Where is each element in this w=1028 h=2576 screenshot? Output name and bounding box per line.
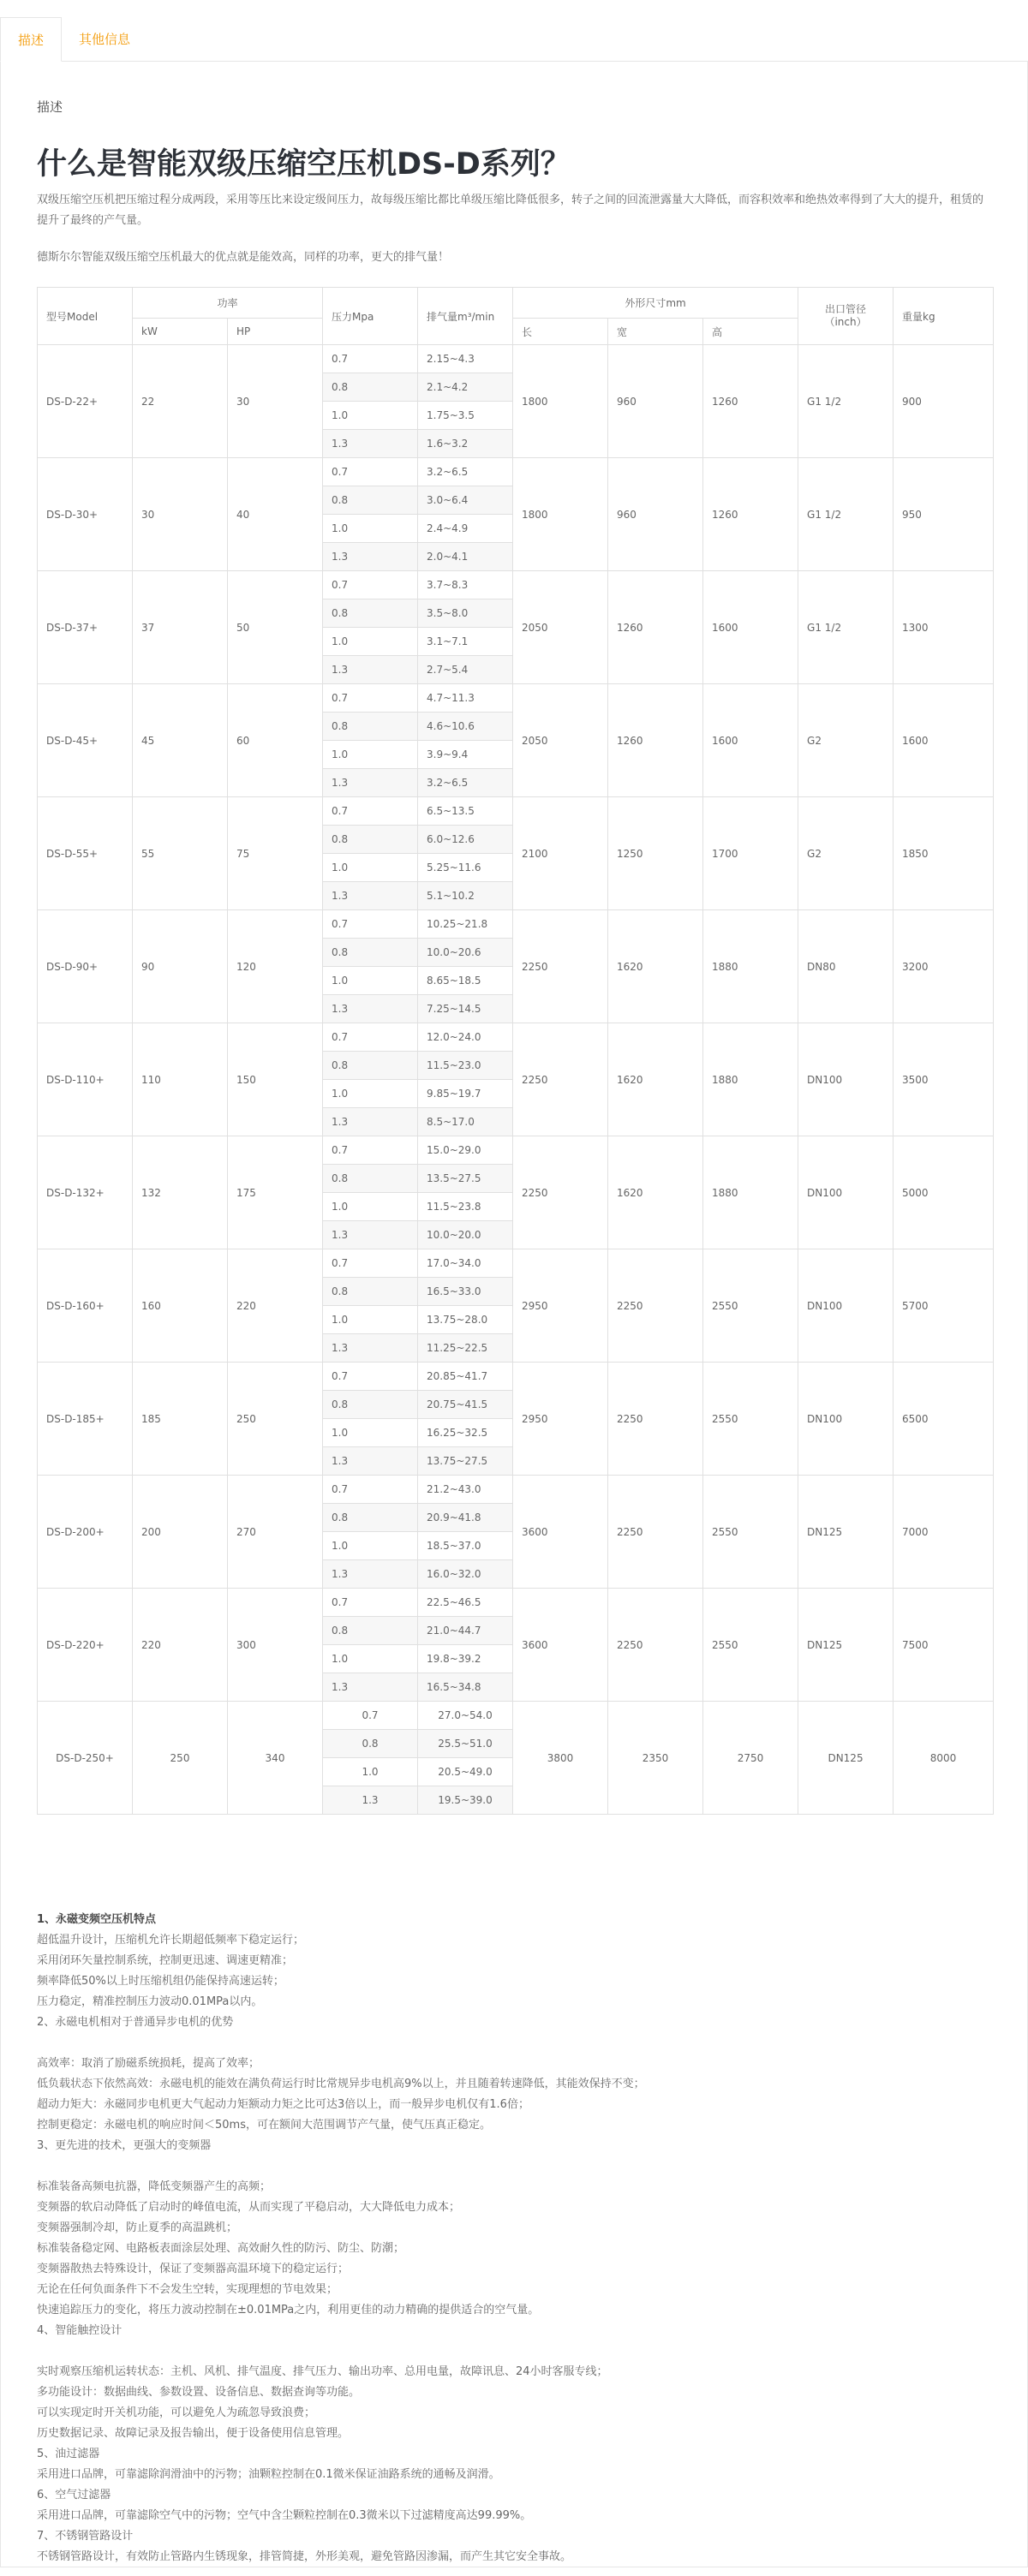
hp-cell: 340	[228, 1702, 323, 1815]
flow-cell: 3.0~6.4	[418, 486, 513, 515]
pressure-cell: 0.8	[323, 1504, 418, 1532]
kw-cell: 37	[133, 571, 228, 684]
feature-line: 压力稳定，精准控制压力波动0.01MPa以内。	[37, 1995, 263, 2008]
weight-cell: 3500	[894, 1023, 994, 1136]
height-cell: 2550	[703, 1589, 798, 1702]
pressure-cell: 1.3	[323, 1108, 418, 1136]
width-cell: 1620	[608, 1023, 703, 1136]
header-weight: 重量kg	[894, 288, 994, 345]
flow-cell: 16.5~33.0	[418, 1278, 513, 1306]
table-row	[38, 1589, 994, 1617]
hp-cell: 270	[228, 1476, 323, 1589]
hp-cell: 120	[228, 910, 323, 1023]
length-cell: 1800	[513, 345, 608, 458]
spec-table-body	[38, 345, 994, 1815]
pressure-cell: 1.0	[323, 1419, 418, 1447]
flow-cell: 2.0~4.1	[418, 543, 513, 571]
feature-line: 低负载状态下依然高效：永磁电机的能效在满负荷运行时比常规异步电机高9%以上，并且随着转速降低，其能效保持不变；	[37, 2078, 645, 2090]
flow-cell: 17.0~34.0	[418, 1249, 513, 1278]
intro-paragraph-2: 德斯尔尔智能双级压缩空压机最大的优点就是能效高，同样的功率，更大的排气量！	[37, 251, 450, 264]
pressure-cell: 1.3	[323, 543, 418, 571]
kw-cell: 45	[133, 684, 228, 797]
flow-cell: 16.5~34.8	[418, 1673, 513, 1702]
table-row	[38, 797, 994, 826]
flow-cell: 4.7~11.3	[418, 684, 513, 713]
flow-cell: 27.0~54.0	[418, 1702, 513, 1730]
flow-cell: 2.4~4.9	[418, 515, 513, 543]
header-model: 型号Model	[38, 288, 133, 345]
pressure-cell: 1.0	[323, 967, 418, 995]
flow-cell: 8.65~18.5	[418, 967, 513, 995]
length-cell: 2050	[513, 571, 608, 684]
flow-cell: 20.9~41.8	[418, 1504, 513, 1532]
feature-line: 3、更先进的技术，更强大的变频器	[37, 2139, 212, 2152]
outlet-cell: G1 1/2	[798, 345, 894, 458]
spec-table	[37, 287, 994, 1815]
height-cell: 1600	[703, 684, 798, 797]
length-cell: 2050	[513, 684, 608, 797]
table-row	[38, 1136, 994, 1165]
kw-cell: 110	[133, 1023, 228, 1136]
weight-cell: 1850	[894, 797, 994, 910]
pressure-cell: 0.7	[323, 571, 418, 599]
flow-cell: 2.7~5.4	[418, 656, 513, 684]
flow-cell: 10.0~20.6	[418, 939, 513, 967]
flow-cell: 15.0~29.0	[418, 1136, 513, 1165]
pressure-cell: 1.0	[323, 628, 418, 656]
pressure-cell: 0.8	[323, 1730, 418, 1758]
pressure-cell: 0.7	[323, 1363, 418, 1391]
width-cell: 1260	[608, 684, 703, 797]
width-cell: 960	[608, 458, 703, 571]
flow-cell: 3.2~6.5	[418, 769, 513, 797]
pressure-cell: 1.0	[323, 1532, 418, 1560]
weight-cell: 950	[894, 458, 994, 571]
table-row	[38, 1476, 994, 1504]
model-cell: DS-D-185+	[38, 1363, 133, 1476]
weight-cell: 7000	[894, 1476, 994, 1589]
width-cell: 960	[608, 345, 703, 458]
hp-cell: 75	[228, 797, 323, 910]
width-cell: 2350	[608, 1702, 703, 1815]
height-cell: 1700	[703, 797, 798, 910]
hp-cell: 250	[228, 1363, 323, 1476]
flow-cell: 25.5~51.0	[418, 1730, 513, 1758]
height-cell: 1600	[703, 571, 798, 684]
feature-line: 超低温升设计，压缩机允许长期超低频率下稳定运行；	[37, 1934, 305, 1947]
width-cell: 1250	[608, 797, 703, 910]
flow-cell: 4.6~10.6	[418, 713, 513, 741]
pressure-cell: 0.8	[323, 826, 418, 854]
flow-cell: 6.0~12.6	[418, 826, 513, 854]
height-cell: 1880	[703, 1136, 798, 1249]
flow-cell: 1.75~3.5	[418, 402, 513, 430]
hp-cell: 30	[228, 345, 323, 458]
pressure-cell: 0.7	[323, 1136, 418, 1165]
pressure-cell: 1.0	[323, 1645, 418, 1673]
features-section	[37, 1910, 988, 2567]
height-cell: 1260	[703, 458, 798, 571]
height-cell: 2550	[703, 1476, 798, 1589]
height-cell: 1260	[703, 345, 798, 458]
flow-cell: 13.5~27.5	[418, 1165, 513, 1193]
table-row	[38, 571, 994, 599]
height-cell: 2550	[703, 1363, 798, 1476]
outlet-cell: DN125	[798, 1702, 894, 1815]
pressure-cell: 0.7	[323, 910, 418, 939]
model-cell: DS-D-250+	[38, 1702, 133, 1815]
pressure-cell: 0.7	[323, 1249, 418, 1278]
pressure-cell: 1.3	[323, 1221, 418, 1249]
outlet-cell: G2	[798, 684, 894, 797]
flow-cell: 13.75~27.5	[418, 1447, 513, 1476]
model-cell: DS-D-30+	[38, 458, 133, 571]
pressure-cell: 0.8	[323, 1278, 418, 1306]
outlet-cell: DN80	[798, 910, 894, 1023]
pressure-cell: 1.0	[323, 515, 418, 543]
feature-line: 标准装备稳定网、电路板表面涂层处理、高效耐久性的防污、防尘、防潮；	[37, 2242, 405, 2255]
pressure-cell: 1.0	[323, 1306, 418, 1334]
feature-line: 变频器强制冷却，防止夏季的高温跳机；	[37, 2221, 238, 2234]
flow-cell: 12.0~24.0	[418, 1023, 513, 1052]
flow-cell: 3.1~7.1	[418, 628, 513, 656]
model-cell: DS-D-45+	[38, 684, 133, 797]
kw-cell: 185	[133, 1363, 228, 1476]
hp-cell: 50	[228, 571, 323, 684]
pressure-cell: 1.3	[323, 656, 418, 684]
flow-cell: 10.0~20.0	[418, 1221, 513, 1249]
page-title: 什么是智能双级压缩空压机DS-D系列？	[37, 147, 571, 182]
header-dimensions: 外形尺寸mm	[513, 288, 798, 319]
pressure-cell: 0.7	[323, 345, 418, 373]
length-cell: 2950	[513, 1249, 608, 1363]
header-width: 宽	[608, 319, 703, 345]
table-row	[38, 910, 994, 939]
pressure-cell: 0.8	[323, 373, 418, 402]
kw-cell: 250	[133, 1702, 228, 1815]
flow-cell: 13.75~28.0	[418, 1306, 513, 1334]
feature-line: 频率降低50%以上时压缩机组仍能保持高速运转；	[37, 1975, 284, 1988]
feature-line: 历史数据记录、故障记录及报告输出，便于设备使用信息管理。	[37, 2427, 350, 2440]
width-cell: 2250	[608, 1249, 703, 1363]
outlet-cell: G1 1/2	[798, 571, 894, 684]
flow-cell: 9.85~19.7	[418, 1080, 513, 1108]
flow-cell: 20.75~41.5	[418, 1391, 513, 1419]
feature-line: 6、空气过滤器	[37, 2489, 111, 2501]
weight-cell: 8000	[894, 1702, 994, 1815]
intro-paragraph-1: 双级压缩空压机把压缩过程分成两段，采用等压比来设定级间压力，故每级压缩比都比单级压缩比降低很多，转子之间的回流泄露量大大降低，而容积效率和绝热效率得到了大大的提升，租赁的提升了最终的产气量。	[37, 194, 984, 227]
weight-cell: 900	[894, 345, 994, 458]
weight-cell: 3200	[894, 910, 994, 1023]
feature-line: 多功能设计：数据曲线、参数设置、设备信息、数据查询等功能。	[37, 2386, 361, 2399]
flow-cell: 21.2~43.0	[418, 1476, 513, 1504]
pressure-cell: 0.8	[323, 1617, 418, 1645]
table-row	[38, 1363, 994, 1391]
flow-cell: 5.25~11.6	[418, 854, 513, 882]
width-cell: 1620	[608, 910, 703, 1023]
flow-cell: 3.5~8.0	[418, 599, 513, 628]
flow-cell: 3.9~9.4	[418, 741, 513, 769]
kw-cell: 22	[133, 345, 228, 458]
outlet-cell: DN125	[798, 1476, 894, 1589]
pressure-cell: 1.0	[323, 1080, 418, 1108]
outlet-cell: DN100	[798, 1363, 894, 1476]
pressure-cell: 0.8	[323, 1052, 418, 1080]
model-cell: DS-D-220+	[38, 1589, 133, 1702]
length-cell: 1800	[513, 458, 608, 571]
model-cell: DS-D-200+	[38, 1476, 133, 1589]
pressure-cell: 0.7	[323, 1702, 418, 1730]
width-cell: 2250	[608, 1589, 703, 1702]
outlet-cell: G2	[798, 797, 894, 910]
pressure-cell: 1.3	[323, 769, 418, 797]
feature-line: 7、不锈钢管路设计	[37, 2530, 134, 2543]
flow-cell: 3.7~8.3	[418, 571, 513, 599]
description-panel	[0, 62, 1028, 2567]
table-row	[38, 345, 994, 373]
flow-cell: 20.5~49.0	[418, 1758, 513, 1786]
header-pressure: 压力Mpa	[323, 288, 418, 345]
flow-cell: 16.25~32.5	[418, 1419, 513, 1447]
pressure-cell: 1.0	[323, 854, 418, 882]
feature-line: 不锈钢管路设计，有效防止管路内生锈现象，排管简捷，外形美观，避免管路因渗漏，而产生其它安全事故。	[37, 2550, 572, 2563]
pressure-cell: 0.8	[323, 939, 418, 967]
pressure-cell: 0.8	[323, 1165, 418, 1193]
pressure-cell: 0.7	[323, 797, 418, 826]
pressure-cell: 0.7	[323, 458, 418, 486]
header-kw: kW	[133, 319, 228, 345]
feature-heading: 1、永磁变频空压机特点	[37, 1913, 157, 1926]
feature-line: 变频器的软启动降低了启动时的峰值电流，从而实现了平稳启动，大大降低电力成本；	[37, 2201, 461, 2214]
outlet-cell: DN100	[798, 1249, 894, 1363]
section-label: 描述	[37, 99, 63, 115]
weight-cell: 5000	[894, 1136, 994, 1249]
pressure-cell: 0.8	[323, 599, 418, 628]
height-cell: 2750	[703, 1702, 798, 1815]
pressure-cell: 0.8	[323, 1391, 418, 1419]
table-row	[38, 1023, 994, 1052]
header-length: 长	[513, 319, 608, 345]
feature-line: 采用进口品牌，可靠滤除润滑油中的污物；油颗粒控制在0.1微米保证油路系统的通畅及润滑。	[37, 2468, 500, 2481]
flow-cell: 16.0~32.0	[418, 1560, 513, 1589]
flow-cell: 11.25~22.5	[418, 1334, 513, 1363]
hp-cell: 150	[228, 1023, 323, 1136]
length-cell: 2100	[513, 797, 608, 910]
pressure-cell: 1.0	[323, 402, 418, 430]
weight-cell: 1300	[894, 571, 994, 684]
height-cell: 2550	[703, 1249, 798, 1363]
height-cell: 1880	[703, 1023, 798, 1136]
width-cell: 1260	[608, 571, 703, 684]
feature-line: 超动力矩大：永磁同步电机更大气起动力矩额动力矩之比可达3倍以上，而一般异步电机仅有1.6倍；	[37, 2098, 529, 2111]
kw-cell: 55	[133, 797, 228, 910]
model-cell: DS-D-37+	[38, 571, 133, 684]
feature-line: 控制更稳定：永磁电机的响应时间＜50ms，可在额间大范围调节产气量，使气压真正稳定。	[37, 2119, 491, 2132]
table-row	[38, 1249, 994, 1278]
pressure-cell: 1.3	[323, 1673, 418, 1702]
tab-bar	[0, 17, 1028, 62]
outlet-cell: DN100	[798, 1023, 894, 1136]
pressure-cell: 1.3	[323, 1786, 418, 1815]
pressure-cell: 1.3	[323, 882, 418, 910]
feature-line: 4、智能触控设计	[37, 2324, 123, 2337]
kw-cell: 132	[133, 1136, 228, 1249]
flow-cell: 2.15~4.3	[418, 345, 513, 373]
hp-cell: 220	[228, 1249, 323, 1363]
outlet-cell: DN125	[798, 1589, 894, 1702]
flow-cell: 22.5~46.5	[418, 1589, 513, 1617]
length-cell: 3600	[513, 1589, 608, 1702]
flow-cell: 11.5~23.8	[418, 1193, 513, 1221]
feature-line: 实时观察压缩机运转状态：主机、风机、排气温度、排气压力、输出功率、总用电量，故障讯息、24小时客服专线；	[37, 2365, 608, 2378]
hp-cell: 60	[228, 684, 323, 797]
outlet-cell: G1 1/2	[798, 458, 894, 571]
model-cell: DS-D-110+	[38, 1023, 133, 1136]
flow-cell: 1.6~3.2	[418, 430, 513, 458]
pressure-cell: 0.7	[323, 684, 418, 713]
kw-cell: 30	[133, 458, 228, 571]
length-cell: 2250	[513, 910, 608, 1023]
flow-cell: 7.25~14.5	[418, 995, 513, 1023]
pressure-cell: 1.3	[323, 430, 418, 458]
hp-cell: 300	[228, 1589, 323, 1702]
pressure-cell: 0.8	[323, 713, 418, 741]
flow-cell: 19.5~39.0	[418, 1786, 513, 1815]
flow-cell: 18.5~37.0	[418, 1532, 513, 1560]
flow-cell: 6.5~13.5	[418, 797, 513, 826]
model-cell: DS-D-160+	[38, 1249, 133, 1363]
flow-cell: 2.1~4.2	[418, 373, 513, 402]
header-outlet: 出口管径（inch）	[798, 288, 894, 345]
header-height: 高	[703, 319, 798, 345]
weight-cell: 1600	[894, 684, 994, 797]
weight-cell: 6500	[894, 1363, 994, 1476]
height-cell: 1880	[703, 910, 798, 1023]
model-cell: DS-D-22+	[38, 345, 133, 458]
flow-cell: 19.8~39.2	[418, 1645, 513, 1673]
flow-cell: 10.25~21.8	[418, 910, 513, 939]
width-cell: 1620	[608, 1136, 703, 1249]
spacer	[37, 2341, 988, 2362]
model-cell: DS-D-90+	[38, 910, 133, 1023]
pressure-cell: 1.3	[323, 995, 418, 1023]
pressure-cell: 1.0	[323, 1193, 418, 1221]
kw-cell: 200	[133, 1476, 228, 1589]
feature-line: 变频器散热去特殊设计，保证了变频器高温环境下的稳定运行；	[37, 2263, 350, 2275]
pressure-cell: 1.3	[323, 1334, 418, 1363]
length-cell: 2250	[513, 1136, 608, 1249]
pressure-cell: 0.7	[323, 1023, 418, 1052]
length-cell: 3600	[513, 1476, 608, 1589]
feature-line: 标准装备高频电抗器，降低变频器产生的高频；	[37, 2180, 272, 2193]
feature-line: 可以实现定时开关机功能，可以避免人为疏忽导致浪费；	[37, 2406, 316, 2419]
width-cell: 2250	[608, 1363, 703, 1476]
flow-cell: 20.85~41.7	[418, 1363, 513, 1391]
spacer	[37, 2033, 988, 2054]
pressure-cell: 1.3	[323, 1447, 418, 1476]
pressure-cell: 0.8	[323, 486, 418, 515]
tab-description[interactable]: 描述	[0, 17, 62, 62]
kw-cell: 90	[133, 910, 228, 1023]
feature-line: 5、油过滤器	[37, 2448, 100, 2460]
length-cell: 2250	[513, 1023, 608, 1136]
header-power: 功率	[133, 288, 323, 319]
feature-line: 2、永磁电机相对于普通异步电机的优势	[37, 2016, 234, 2029]
tab-other-info[interactable]: 其他信息	[78, 32, 130, 47]
kw-cell: 160	[133, 1249, 228, 1363]
table-row	[38, 684, 994, 713]
model-cell: DS-D-55+	[38, 797, 133, 910]
feature-line: 快速追踪压力的变化，将压力波动控制在±0.01MPa之内，利用更佳的动力精确的提供适合的空气量。	[37, 2304, 540, 2317]
kw-cell: 220	[133, 1589, 228, 1702]
flow-cell: 5.1~10.2	[418, 882, 513, 910]
feature-line: 高效率：取消了励磁系统损耗，提高了效率；	[37, 2057, 260, 2070]
flow-cell: 3.2~6.5	[418, 458, 513, 486]
pressure-cell: 0.7	[323, 1476, 418, 1504]
outlet-cell: DN100	[798, 1136, 894, 1249]
pressure-cell: 1.3	[323, 1560, 418, 1589]
hp-cell: 40	[228, 458, 323, 571]
feature-line: 采用闭环矢量控制系统，控制更迅速、调速更精准；	[37, 1954, 294, 1967]
pressure-cell: 1.0	[323, 741, 418, 769]
table-row	[38, 1702, 994, 1730]
header-flow: 排气量m³/min	[418, 288, 513, 345]
length-cell: 2950	[513, 1363, 608, 1476]
flow-cell: 8.5~17.0	[418, 1108, 513, 1136]
feature-line: 采用进口品牌，可靠滤除空气中的污物；空气中含尘颗粒控制在0.3微米以下过滤精度高达99.99%。	[37, 2509, 532, 2522]
pressure-cell: 1.0	[323, 1758, 418, 1786]
width-cell: 2250	[608, 1476, 703, 1589]
header-hp: HP	[228, 319, 323, 345]
spacer	[37, 2156, 988, 2177]
table-row	[38, 458, 994, 486]
model-cell: DS-D-132+	[38, 1136, 133, 1249]
hp-cell: 175	[228, 1136, 323, 1249]
pressure-cell: 0.7	[323, 1589, 418, 1617]
length-cell: 3800	[513, 1702, 608, 1815]
weight-cell: 7500	[894, 1589, 994, 1702]
weight-cell: 5700	[894, 1249, 994, 1363]
flow-cell: 11.5~23.0	[418, 1052, 513, 1080]
feature-line: 无论在任何负面条件下不会发生空转，实现理想的节电效果；	[37, 2283, 338, 2296]
flow-cell: 21.0~44.7	[418, 1617, 513, 1645]
